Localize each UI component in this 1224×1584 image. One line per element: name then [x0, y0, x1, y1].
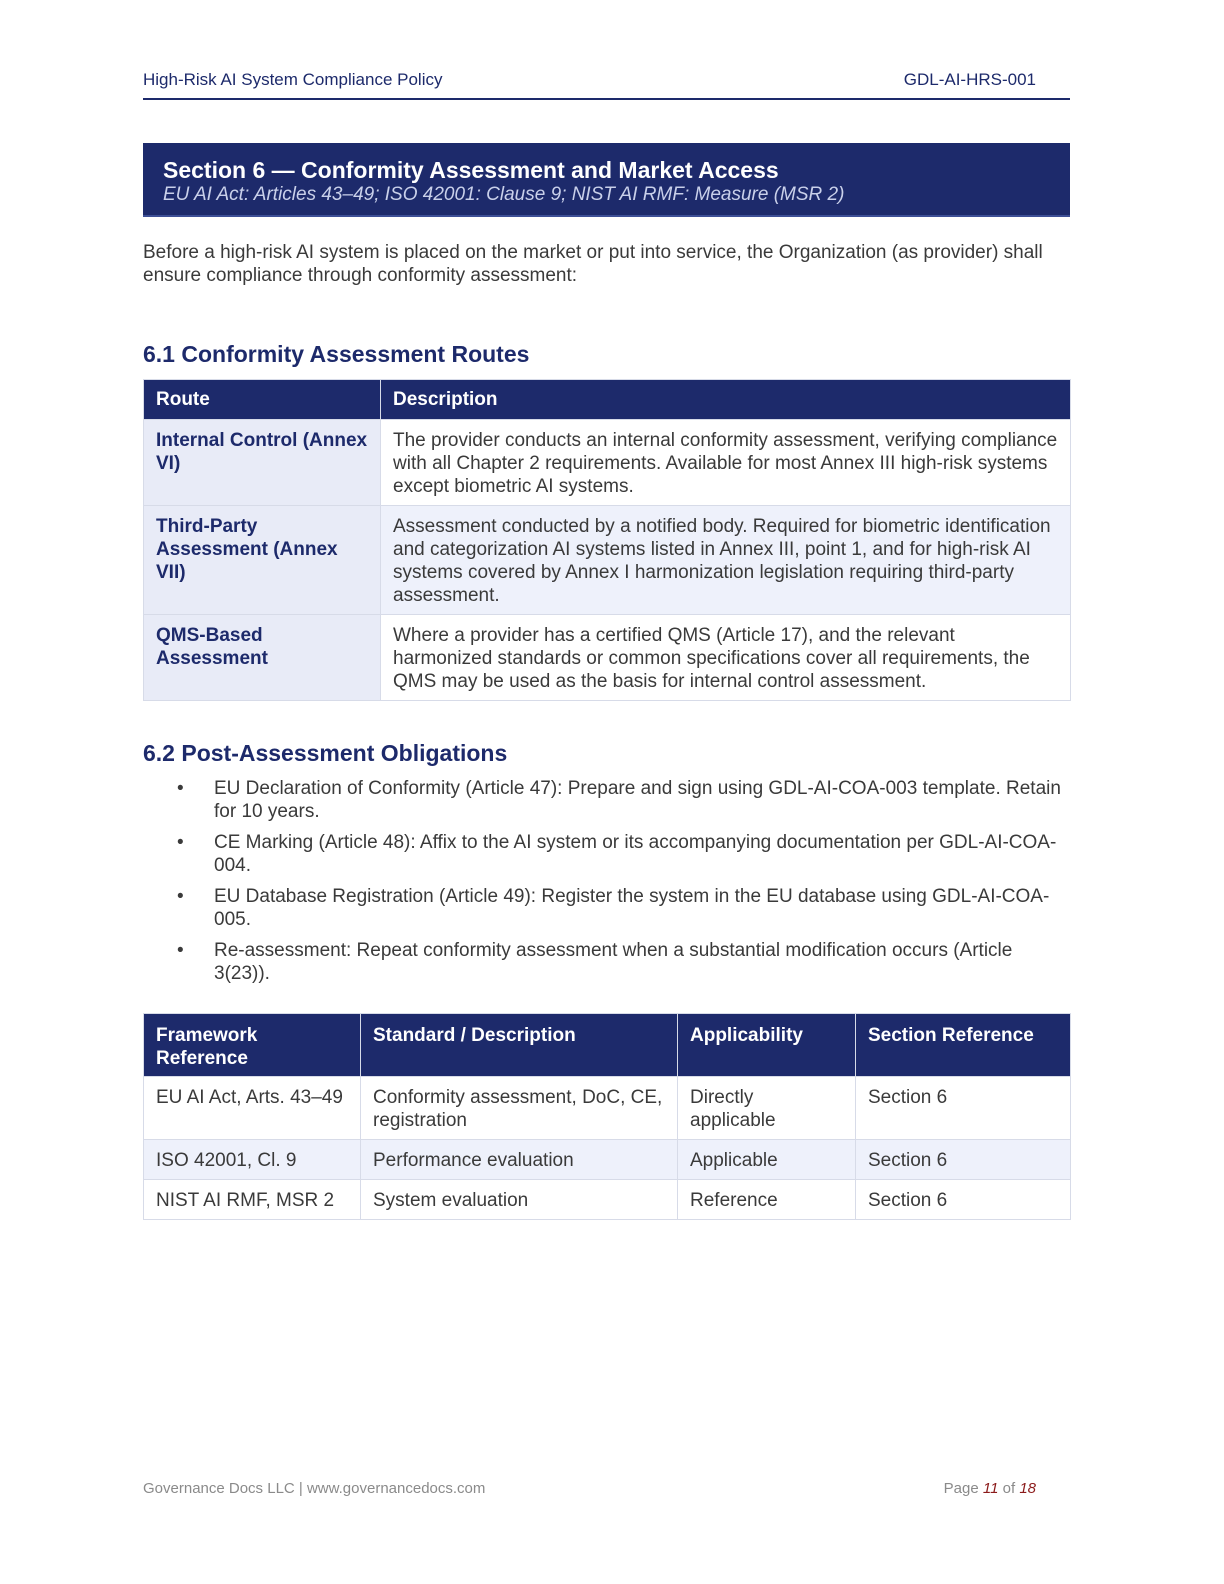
table-row	[144, 1180, 1071, 1220]
table-cell: Conformity assessment, DoC, CE, registration	[361, 1077, 678, 1140]
column-header: Standard / Description	[361, 1014, 678, 1077]
route-name: QMS-Based Assessment	[144, 615, 381, 701]
table-cell: Performance evaluation	[361, 1140, 678, 1180]
page-label: Page	[943, 1480, 979, 1497]
page-total: 18	[1019, 1480, 1036, 1497]
table-cell: Applicable	[678, 1140, 856, 1180]
document-title: High-Risk AI System Compliance Policy	[143, 70, 443, 89]
list-item-text: CE Marking (Article 48): Affix to the AI system or its accompanying documentation per GDL-AI-COA-004.	[214, 832, 1057, 876]
bullet-icon: •	[177, 778, 184, 799]
page-of: of	[1002, 1480, 1016, 1497]
list-item-text: EU Database Registration (Article 49): Register the system in the EU database using GDL-AI-COA-005.	[214, 886, 1050, 930]
column-header: Framework Reference	[144, 1014, 361, 1077]
document-id: GDL-AI-HRS-001	[903, 70, 1036, 89]
route-description: Assessment conducted by a notified body. Required for biometric identification and categorization AI systems listed in Annex III, point 1, and for high-risk AI systems covered by Annex I harmonization legislation requiring third-party assessment.	[381, 506, 1071, 615]
column-header: Section Reference	[856, 1014, 1071, 1077]
list-item	[143, 777, 1070, 823]
column-header: Description	[381, 380, 1071, 420]
column-header: Applicability	[678, 1014, 856, 1077]
page-current: 11	[982, 1480, 999, 1497]
column-header: Route	[144, 380, 381, 420]
table-cell: Section 6	[856, 1180, 1071, 1220]
route-name: Third-Party Assessment (Annex VII)	[144, 506, 381, 615]
table-row	[144, 1140, 1071, 1180]
table-cell: NIST AI RMF, MSR 2	[144, 1180, 361, 1220]
route-description: Where a provider has a certified QMS (Article 17), and the relevant harmonized standards or common specifications cover all requirements, the QMS may be used as the basis for internal control assessment.	[381, 615, 1071, 701]
page-number	[944, 1480, 1036, 1497]
table-row	[144, 506, 1071, 615]
route-description: The provider conducts an internal conformity assessment, verifying compliance with all Chapter 2 requirements. Available for most Annex III high-risk systems except biometric AI systems.	[381, 420, 1071, 506]
table-row	[144, 1077, 1071, 1140]
routes-table	[143, 379, 1071, 701]
intro-paragraph: Before a high-risk AI system is placed on the market or put into service, the Organization (as provider) shall ensure compliance through conformity assessment:	[143, 242, 1043, 286]
list-item	[143, 939, 1070, 985]
section-subtitle: EU AI Act: Articles 43–49; ISO 42001: Clause 9; NIST AI RMF: Measure (MSR 2)	[163, 184, 845, 205]
table-cell: System evaluation	[361, 1180, 678, 1220]
routes-heading: 6.1 Conformity Assessment Routes	[143, 341, 530, 367]
table-header-row	[144, 380, 1071, 420]
table-row	[144, 615, 1071, 701]
table-cell: Section 6	[856, 1077, 1071, 1140]
table-cell: Section 6	[856, 1140, 1071, 1180]
obligations-heading: 6.2 Post-Assessment Obligations	[143, 740, 508, 766]
list-item-text: Re-assessment: Repeat conformity assessment when a substantial modification occurs (Article 3(23)).	[214, 940, 1013, 984]
page-header	[143, 70, 1070, 100]
framework-reference-table	[143, 1013, 1071, 1220]
bullet-icon: •	[177, 886, 184, 907]
bullet-icon: •	[177, 940, 184, 961]
table-cell: Reference	[678, 1180, 856, 1220]
obligations-list	[143, 777, 1070, 993]
list-item	[143, 831, 1070, 877]
table-row	[144, 420, 1071, 506]
list-item	[143, 885, 1070, 931]
section-banner	[143, 143, 1070, 217]
page-footer	[143, 1480, 1070, 1497]
company-info: Governance Docs LLC | www.governancedocs.com	[143, 1480, 486, 1497]
route-name: Internal Control (Annex VI)	[144, 420, 381, 506]
list-item-text: EU Declaration of Conformity (Article 47): Prepare and sign using GDL-AI-COA-003 template. Retain for 10 years.	[214, 778, 1061, 822]
table-cell: ISO 42001, Cl. 9	[144, 1140, 361, 1180]
table-cell: EU AI Act, Arts. 43–49	[144, 1077, 361, 1140]
section-title: Section 6 — Conformity Assessment and Market Access	[163, 157, 779, 183]
table-header-row	[144, 1014, 1071, 1077]
bullet-icon: •	[177, 832, 184, 853]
table-cell: Directly applicable	[678, 1077, 856, 1140]
